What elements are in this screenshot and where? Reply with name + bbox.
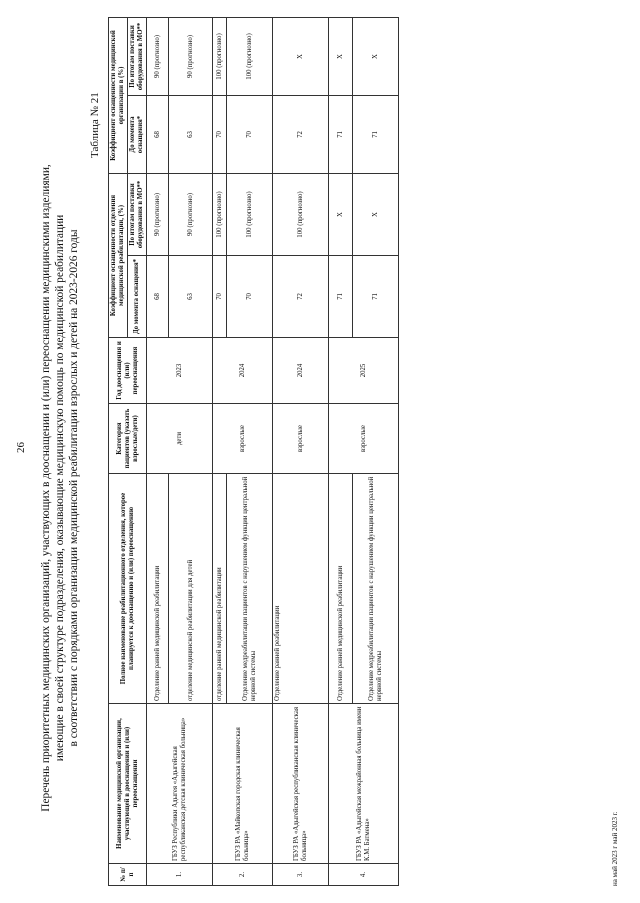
row-dept-after: 90 (прогнозно)	[147, 173, 169, 255]
header-after: По итогам поставки оборудования в МО**	[128, 17, 147, 95]
row-num: 2.	[213, 864, 273, 886]
row-dept: Отделение ранней медицинской реабилитации	[147, 474, 169, 704]
row-num: 4.	[329, 864, 399, 886]
row-dept-after: X	[353, 173, 399, 255]
row-org-before: 70	[227, 95, 273, 173]
row-category: взрослые	[213, 404, 273, 474]
row-dept-after: 100 (прогнозно)	[213, 173, 227, 255]
table-row	[273, 17, 329, 885]
row-org-after: 100 (прогнозно)	[213, 17, 227, 95]
table-row	[329, 17, 353, 885]
row-org-before: 71	[353, 95, 399, 173]
row-org: ГБУЗ РА «Адыгейская межрайонная больница имени К.М. Батмена»	[329, 704, 399, 864]
row-org-after: 100 (прогнозно)	[227, 17, 273, 95]
row-dept: Отделение ранней реабилитации	[273, 474, 329, 704]
row-org-after: 90 (прогнозно)	[169, 17, 213, 95]
row-dept-after: 90 (прогнозно)	[169, 173, 213, 255]
row-category: взрослые	[273, 404, 329, 474]
rotated-sheet	[9, 8, 637, 898]
header-year: Год дооснащения и (или) переоснащения	[109, 338, 147, 404]
row-dept-before: 70	[227, 256, 273, 338]
row-dept-before: 71	[329, 256, 353, 338]
row-dept: Отделение медреабилитации пациентов с нарушением функции центральной нервной системы	[227, 474, 273, 704]
row-org-after: 90 (прогнозно)	[147, 17, 169, 95]
header-category: Категория пациентов (указать взрослые/дети)	[109, 404, 147, 474]
row-org-before: 63	[169, 95, 213, 173]
row-org: ГБУЗ РА «Адыгейская республиканская клиническая больница»	[273, 704, 329, 864]
table-label: Таблица № 21	[89, 92, 101, 158]
organizations-table	[108, 17, 399, 886]
header-num: № п/п	[109, 864, 147, 886]
document-title	[39, 118, 81, 858]
row-org-before: 70	[213, 95, 227, 173]
title-line: Перечень приоритетных медицинских организаций, участвующих в дооснащении и (или) переоснащении медицинскими изделиями,	[40, 164, 52, 812]
row-year: 2025	[329, 338, 399, 404]
header-org-coef: Коэффициент оснащенности медицинской организации в (%)	[109, 17, 128, 173]
header-row	[109, 17, 128, 885]
row-year: 2024	[273, 338, 329, 404]
row-org-after: X	[273, 17, 329, 95]
row-org-before: 71	[329, 95, 353, 173]
page-number: 26	[15, 442, 27, 453]
row-org-before: 72	[273, 95, 329, 173]
header-dept-coef: Коэффициент оснащенности отделения медицинской реабилитации, (%)	[109, 173, 128, 337]
row-dept-before: 70	[213, 256, 227, 338]
footnote: на май 2023 г май 2023 г.	[611, 811, 619, 886]
row-org-after: X	[329, 17, 353, 95]
row-dept-before: 63	[169, 256, 213, 338]
header-org: Наименование медицинской организации, участвующей в дооснащении и (или) переоснащении	[109, 704, 147, 864]
table-row	[147, 17, 169, 885]
row-year: 2024	[213, 338, 273, 404]
row-org-after: X	[353, 17, 399, 95]
row-num: 3.	[273, 864, 329, 886]
row-year: 2023	[147, 338, 213, 404]
row-num: 1.	[147, 864, 213, 886]
row-dept: отделение ранней медицинской реабилитации	[213, 474, 227, 704]
row-org-before: 68	[147, 95, 169, 173]
row-dept-after: 100 (прогнозно)	[227, 173, 273, 255]
row-dept: Отделение медреабилитации пациентов с нарушением функции центральной нервной системы	[353, 474, 399, 704]
row-category: взрослые	[329, 404, 399, 474]
header-after: По итогам поставки оборудования в МО**	[128, 173, 147, 255]
row-dept-before: 72	[273, 256, 329, 338]
row-dept-after: X	[329, 173, 353, 255]
row-dept: отделение медицинской реабилитации для детей	[169, 474, 213, 704]
row-dept-before: 71	[353, 256, 399, 338]
row-dept-after: 100 (прогнозно)	[273, 173, 329, 255]
row-dept: Отделение ранней медицинской реабилитации	[329, 474, 353, 704]
row-org: ГБУЗ Республики Адыгея «Адыгейская республиканская детская клиническая больница»	[147, 704, 213, 864]
table-row	[213, 17, 227, 885]
title-line: в соответствии с порядками организации медицинской реабилитации взрослых и детей на 2023-2026 годы	[68, 229, 80, 747]
row-category: дети	[147, 404, 213, 474]
title-line: имеющие в своей структуре подразделения, оказывающие медицинскую помощь по медицинской реабилитации	[54, 214, 66, 762]
header-before: До момента оснащения*	[128, 256, 147, 338]
row-org: ГБУЗ РА «Майкопская городская клиническая больница»	[213, 704, 273, 864]
row-dept-before: 68	[147, 256, 169, 338]
header-before: До момента оснащения*	[128, 95, 147, 173]
header-dept: Полное наименование реабилитационного отделения, которое планируется к дооснащению и (или) переоснащению	[109, 474, 147, 704]
